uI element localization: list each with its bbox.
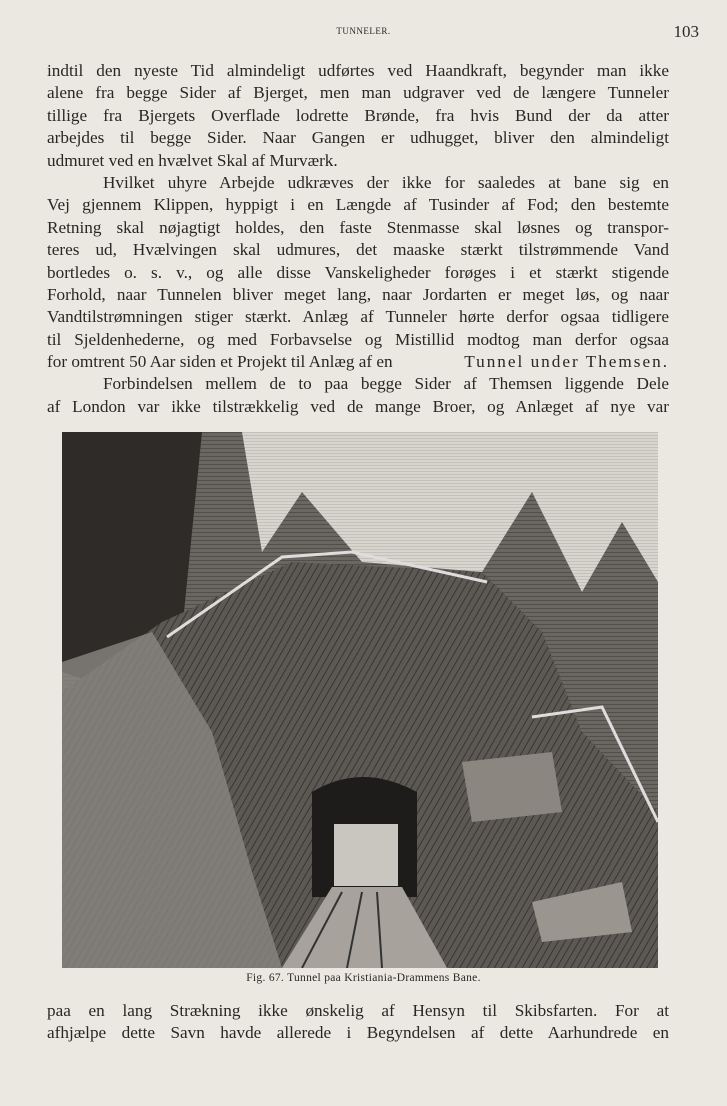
running-title: TUNNELER. xyxy=(336,26,391,36)
text-line: tillige fra Bjergets Overflade lodrette Brønde, fra hvis Bund der da atter xyxy=(47,105,669,125)
text-line xyxy=(47,351,669,373)
text-line: Hvilket uhyre Arbejde udkræves der ikke for saaledes at bane sig en xyxy=(103,172,669,192)
text-line: teres ud, Hvælvingen skal udmures, det maaske stærkt tilstrømmende Vand xyxy=(47,240,669,260)
text-line: til Sjeldenhederne, og med Forbavselse og Mistillid modtog man derfor ogsaa xyxy=(47,329,669,349)
text-line: af London var ikke tilstrækkelig ved de mange Broer, og Anlæget af nye var xyxy=(47,396,669,416)
text-fragment: for omtrent 50 Aar siden et Projekt til Anlæg af en xyxy=(47,352,393,372)
page-header xyxy=(0,22,727,42)
text-line: Vandtilstrømningen stiger stærkt. Anlæg af Tunneler hørte derfor ogsaa tidligere xyxy=(47,307,669,327)
spaced-emphasis: Tunnel under Themsen. xyxy=(464,352,669,372)
text-line: Forhold, naar Tunnelen bliver meget lang, naar Jordarten er meget løs, og naar xyxy=(47,284,669,304)
tunnel-illustration xyxy=(62,432,658,968)
text-line: afhjælpe dette Savn havde allerede i Begyndelsen af dette Aarhundrede en xyxy=(47,1023,669,1043)
text-line: Retning skal nøjagtigt holdes, den faste Stenmasse skal løsnes og transpor- xyxy=(47,217,669,237)
tunnel-engraving xyxy=(62,432,658,968)
body-text-bottom xyxy=(47,1000,669,1045)
text-line: paa en lang Strækning ikke ønskelig af Hensyn til Skibsfarten. For at xyxy=(47,1001,669,1020)
page-number: 103 xyxy=(673,22,699,41)
text-line: Forbindelsen mellem de to paa begge Sider af Themsen liggende Dele xyxy=(103,374,669,394)
text-line: Vej gjennem Klippen, hyppigt i en Længde af Tusinder af Fod; den bestemte xyxy=(47,195,669,215)
text-line: bortledes o. s. v., og alle disse Vanskeligheder forøges i et stærkt stigende xyxy=(47,262,669,282)
text-line: alene fra begge Sider af Bjerget, men man udgraver ved de længere Tunneler xyxy=(47,83,669,103)
text-line: indtil den nyeste Tid almindeligt udførtes ved Haandkraft, begynder man ikke xyxy=(47,61,669,80)
text-line: arbejdes til begge Sider. Naar Gangen er udhugget, bliver den almindeligt xyxy=(47,128,669,148)
body-text-top xyxy=(47,60,669,418)
text-line: udmuret ved en hvælvet Skal af Murværk. xyxy=(47,150,338,170)
figure-caption: Fig. 67. Tunnel paa Kristiania-Drammens Bane. xyxy=(246,972,481,984)
